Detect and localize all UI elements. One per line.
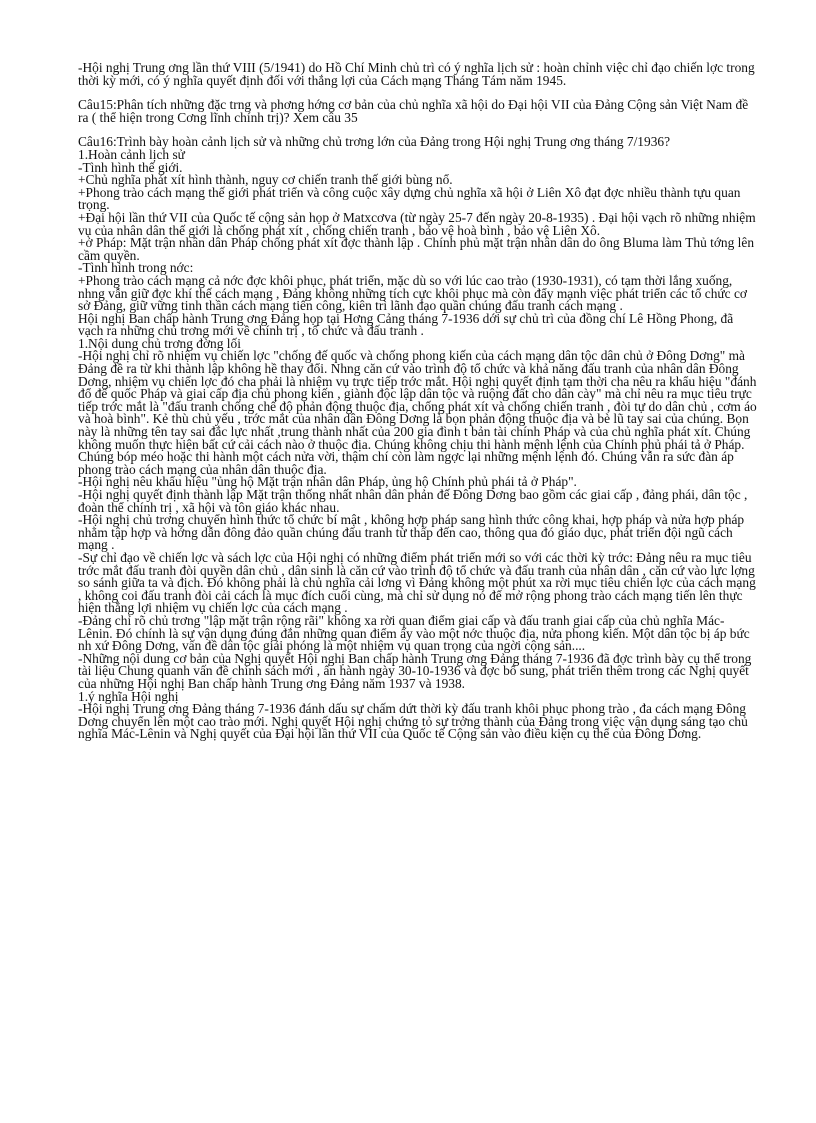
heading-the-gioi: -Tình hình thế giới.: [78, 159, 183, 175]
paragraph-y-nghia: -Hội nghị Trung ơng Đảng tháng 7-1936 đánh dấu sự chấm dứt thời kỳ đấu tranh khôi phục phong trào , đa cách mạng Đông Dơng chuyển lên một cao trào mới. Nghị quyết Hội nghị chứng tỏ sự trởng thành của Đảng trong việc vận dụng sáng tạo chủ nghĩa Mác-Lênin và Nghị quyết của Đại hội lần thứ VII của Quốc tế Cộng sản vào điều kiện cụ thể của Đông Dơng.: [78, 701, 748, 742]
heading-noi-dung: 1.Nội dung chủ trơng đờng lối: [78, 335, 241, 351]
paragraph-hoi-nghi-huong-cang: Hội nghị Ban chấp hành Trung ơng Đảng họp tại Hơng Cảng tháng 7-1936 dới sự chủ trì của đồng chí Lê Hồng Phong, đã vạch ra những chủ trơng mới về chính trị , tổ chức và đấu tranh .: [78, 310, 734, 339]
paragraph-hoi-nghi-viii: -Hội nghị Trung ơng lần thứ VIII (5/1941) do Hồ Chí Minh chủ trì có ý nghĩa lịch sử : hoàn chỉnh việc chỉ đạo chiến lợc trong thời kỳ mới, có ý nghĩa quyết định đối với thắng lợi của Cách mạng Tháng Tám năm 1945.: [78, 60, 755, 88]
paragraph-lap-mat-tran: -Đảng chỉ rõ chủ trơng "lập mặt trận rộng rãi" không xa rời quan điểm giai cấp và đấu tranh giai cấp của chủ nghĩa Mác-Lênin. Đó chính là sự vận dụng đúng đắn những quan điểm ấy vào một nớc thuộc địa, nửa phong kiến. Một dân tộc bị áp bức nh xứ Đông Dơng, vấn đề dân tộc giải phóng là một nhiệm vụ quan trọng của ngời cộng sản....: [78, 612, 750, 654]
question-16: Câu16:Trình bày hoàn cảnh lịch sử và những chủ trơng lớn của Đảng trong Hội nghị Trung ơng tháng 7/1936?: [78, 134, 671, 150]
question-15: Câu15:Phân tích những đặc trng và phơng hớng cơ bản của chủ nghĩa xã hội do Đại hội VII của Đảng Cộng sản Việt Nam đề ra ( thể hiện trong Cơng lĩnh chính trị)? Xem câu 35: [78, 97, 749, 125]
paragraph-hinh-thuc-to-chuc: -Hội nghị chủ trơng chuyển hình thức tổ chức bí mật , không hợp pháp sang hình thức công khai, hợp pháp và nửa hợp pháp nhằm tập hợp và hớng dẫn đông đảo quần chúng đấu tranh từ thấp đến cao, thông qua đó giáo dục, phát triển đội ngũ cách mạng .: [78, 512, 745, 553]
paragraph-o-phap: +ở Pháp: Mặt trận nhân dân Pháp chống phát xít đợc thành lập . Chính phủ mặt trận nhân dân do ông Bluma làm Thủ tớng lên cầm quyền.: [78, 235, 755, 263]
paragraph-phong-trao-ca-nuoc: +Phong trào cách mạng cả nớc đợc khôi phục, phát triển, mặc dù so với lúc cao trào (1930-1931), có tạm thời lắng xuống, nhng vẫn giữ đợc khí thế cách mạng , Đảng không những tích cực khôi phục mà còn đẩy mạnh việc phát triển các tổ chức cơ sở Đảng, giữ vững tinh thần cách mạng tiến công, kiên trì lãnh đạo quần chúng đấu tranh cách mạng .: [78, 272, 748, 314]
paragraph-khau-hieu: -Hội nghị nêu khẩu hiệu "ủng hộ Mặt trận nhân dân Pháp, ủng hộ Chính phủ phái tả ở Pháp".: [78, 474, 577, 490]
paragraph-nhiem-vu-chien-luoc: -Hội nghị chỉ rõ nhiệm vụ chiến lợc "chống đế quốc và chống phong kiến của cách mạng dân tộc dân chủ ở Đông Dơng" mà Đảng đề ra từ khi thành lập không hề thay đổi. Nhng căn cứ vào trình độ tổ chức và khả năng đấu tranh của nhân dân Đông Dơng, nhiệm vụ chiến lợc đó cha phải là nhiệm vụ trực tiếp trớc mắt. Hội nghị quyết định tạm thời cha nêu ra khẩu hiệu "đánh đổ đế quốc Pháp và giai cấp địa chủ phong kiến , giành độc lập dân tộc và ruộng đất cho dân cày" mà chỉ nêu ra mục tiêu trực tiếp trớc mắt là "đấu tranh chống chế độ phản động thuộc địa, chống phát xít và chống chiến tranh , đòi tự do dân chủ , cơm áo và hoà bình". Kẻ thù chủ yếu , trớc mắt của nhân dân Đông Dơng là bọn phản động thuộc địa và bè lũ tay sai của chúng. Bọn này là những tên tay sai đắc lực nhất ,trung thành nhất của 200 gia đình t bản tài chính Pháp và của chủ nghĩa phát xít. Chúng không muốn thực hiện bất cứ cải cách nào ở thuộc địa. Chúng không chịu thi hành mệnh lệnh của Chính phủ phái tả ở Pháp. Chúng bóp méo hoặc thi hành một cách nửa vời, thậm chí còn làm ngợc lại những mệnh lệnh đó. Chúng vẫn ra sức đàn áp phong trào cách mạng của nhân dân thuộc địa.: [78, 348, 757, 477]
paragraph-nghi-quyet: -Những nội dung cơ bản của Nghị quyết Hội nghị Ban chấp hành Trung ơng Đảng tháng 7-1936 đã đợc trình bày cụ thể trong tài liệu Chung quanh vấn đề chính sách mới , ấn hành ngày 30-10-1936 và đợc bổ sung, phát triển thêm trong các Nghị quyết của những Hội nghị Ban chấp hành Trung ơng Đảng năm 1937 và 1938.: [78, 650, 752, 691]
paragraph-su-chi-dao: -Sự chỉ đạo về chiến lợc và sách lợc của Hội nghị có những điểm phát triển mới so với các thời kỳ trớc: Đảng nêu ra mục tiêu trớc mắt đấu tranh đòi quyền dân chủ , dân sinh là căn cứ vào trình độ tổ chức và đấu tranh của nhân dân , căn cứ vào lực lợng so sánh giữa ta và địch. Đó không phải là chủ nghĩa cải lơng vì Đảng không một phút xa rời mục tiêu chiến lợc của cách mạng , không coi đấu tranh đòi cải cách là mục đích cuối cùng, mà chỉ sử dụng nó để mở rộng phong trào cách mạng tiến lên thực hiện thắng lợi nhiệm vụ chiến lợc của cách mạng .: [78, 549, 756, 616]
paragraph-dai-hoi-vii: +Đại hội lần thứ VII của Quốc tế cộng sản họp ở Matxcơva (từ ngày 25-7 đến ngày 20-8-1935) . Đại hội vạch rõ những nhiệm vụ của nhân dân thế giới là chống phát xít , chống chiến tranh , bảo vệ hoà bình , bảo vệ Liên Xô.: [78, 209, 756, 238]
heading-hoan-canh: 1.Hoàn cảnh lịch sử: [78, 146, 185, 162]
heading-trong-nuoc: -Tình hình trong nớc:: [78, 260, 194, 276]
paragraph-phong-trao-the-gioi: +Phong trào cách mạng thế giới phát triển và công cuộc xây dựng chủ nghĩa xã hội ở Liên Xô đạt đợc nhiều thành tựu quan trọng.: [78, 184, 741, 213]
paragraph-mat-tran: -Hội nghị quyết định thành lập Mặt trận thống nhất nhân dân phản đế Đông Dơng bao gồm các giai cấp , đảng phái, dân tộc , đoàn thể chính trị , xã hội và tôn giáo khác nhau.: [78, 487, 748, 515]
heading-y-nghia: 1.ý nghĩa Hội nghị: [78, 688, 179, 704]
paragraph-phat-xit: +Chủ nghĩa phát xít hình thành, nguy cơ chiến tranh thế giới bùng nổ.: [78, 172, 453, 188]
